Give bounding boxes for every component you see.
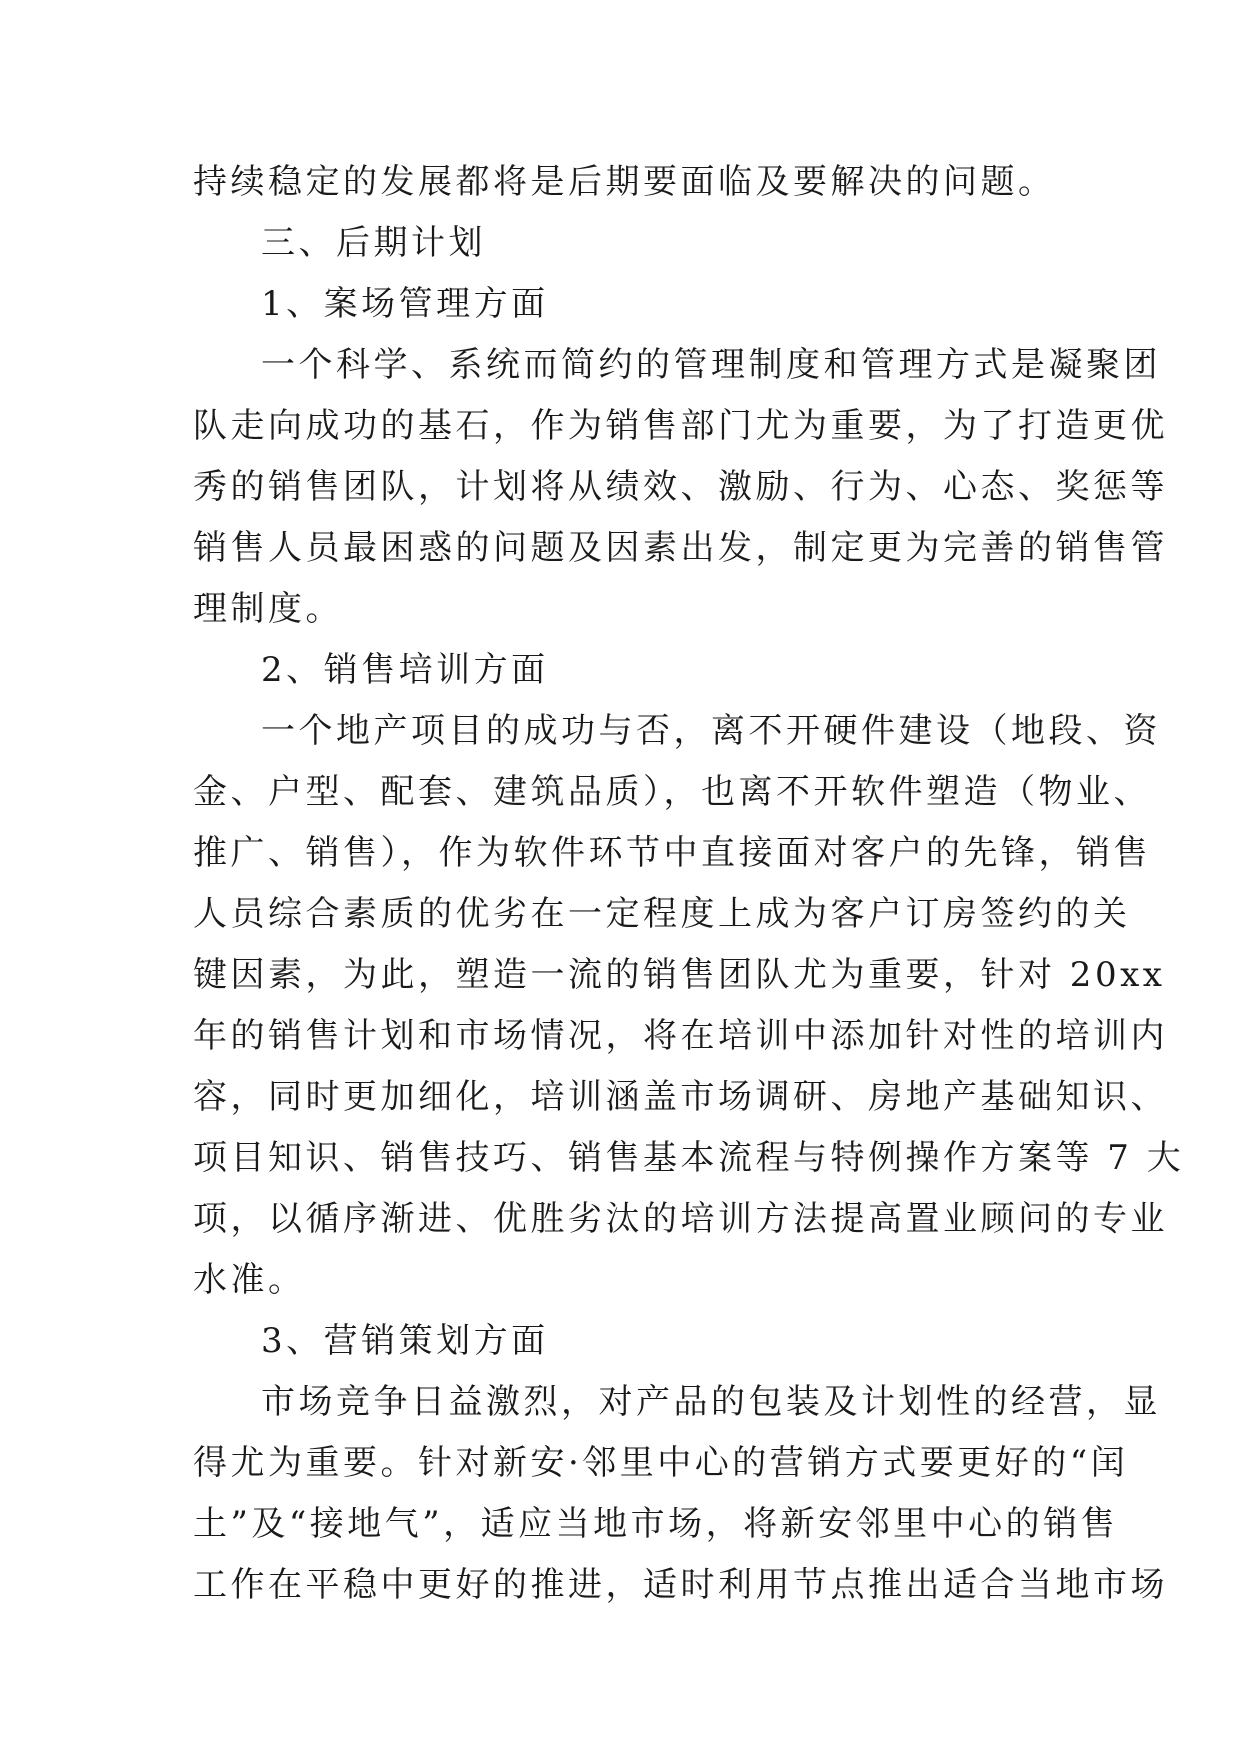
subsection-heading: 3、营销策划方面 [261,1321,549,1361]
paragraph-line: 一个科学、系统而简约的管理制度和管理方式是凝聚团 [261,345,1161,385]
subsection-heading: 1、案场管理方面 [261,284,549,324]
paragraph-line: 工作在平稳中更好的推进，适时利用节点推出适合当地市场 [193,1565,1168,1605]
paragraph-line: 得尤为重要。针对新安·邻里中心的营销方式要更好的“闰 [193,1443,1129,1483]
paragraph-line: 市场竞争日益激烈，对产品的包装及计划性的经营，显 [261,1382,1161,1422]
paragraph-line: 项，以循序渐进、优胜劣汰的培训方法提高置业顾问的专业 [193,1199,1168,1239]
section-heading: 三、后期计划 [261,223,486,263]
paragraph-line: 持续稳定的发展都将是后期要面临及要解决的问题。 [193,162,1056,202]
paragraph-line: 销售人员最困惑的问题及因素出发，制定更为完善的销售管 [193,528,1168,568]
paragraph-line: 一个地产项目的成功与否，离不开硬件建设（地段、资 [261,711,1161,751]
paragraph-line: 人员综合素质的优劣在一定程度上成为客户订房签约的关 [193,894,1131,934]
paragraph-line: 键因素，为此，塑造一流的销售团队尤为重要，针对 20xx [193,955,1166,995]
paragraph-line: 金、户型、配套、建筑品质），也离不开软件塑造（物业、 [193,772,1151,812]
paragraph-line: 秀的销售团队，计划将从绩效、激励、行为、心态、奖惩等 [193,467,1168,507]
document-body [193,152,1185,1616]
paragraph-line: 理制度。 [193,589,343,629]
paragraph-line: 土”及“接地气”，适应当地市场，将新安邻里中心的销售 [193,1504,1119,1544]
paragraph-line: 项目知识、销售技巧、销售基本流程与特例操作方案等 7 大 [193,1138,1185,1178]
paragraph-line: 队走向成功的基石，作为销售部门尤为重要，为了打造更优 [193,406,1168,446]
paragraph-line: 年的销售计划和市场情况，将在培训中添加针对性的培训内 [193,1016,1168,1056]
paragraph-line: 水准。 [193,1260,306,1300]
subsection-heading: 2、销售培训方面 [261,650,549,690]
paragraph-line: 推广、销售），作为软件环节中直接面对客户的先锋，销售 [193,833,1151,873]
paragraph-line: 容，同时更加细化，培训涵盖市场调研、房地产基础知识、 [193,1077,1168,1117]
